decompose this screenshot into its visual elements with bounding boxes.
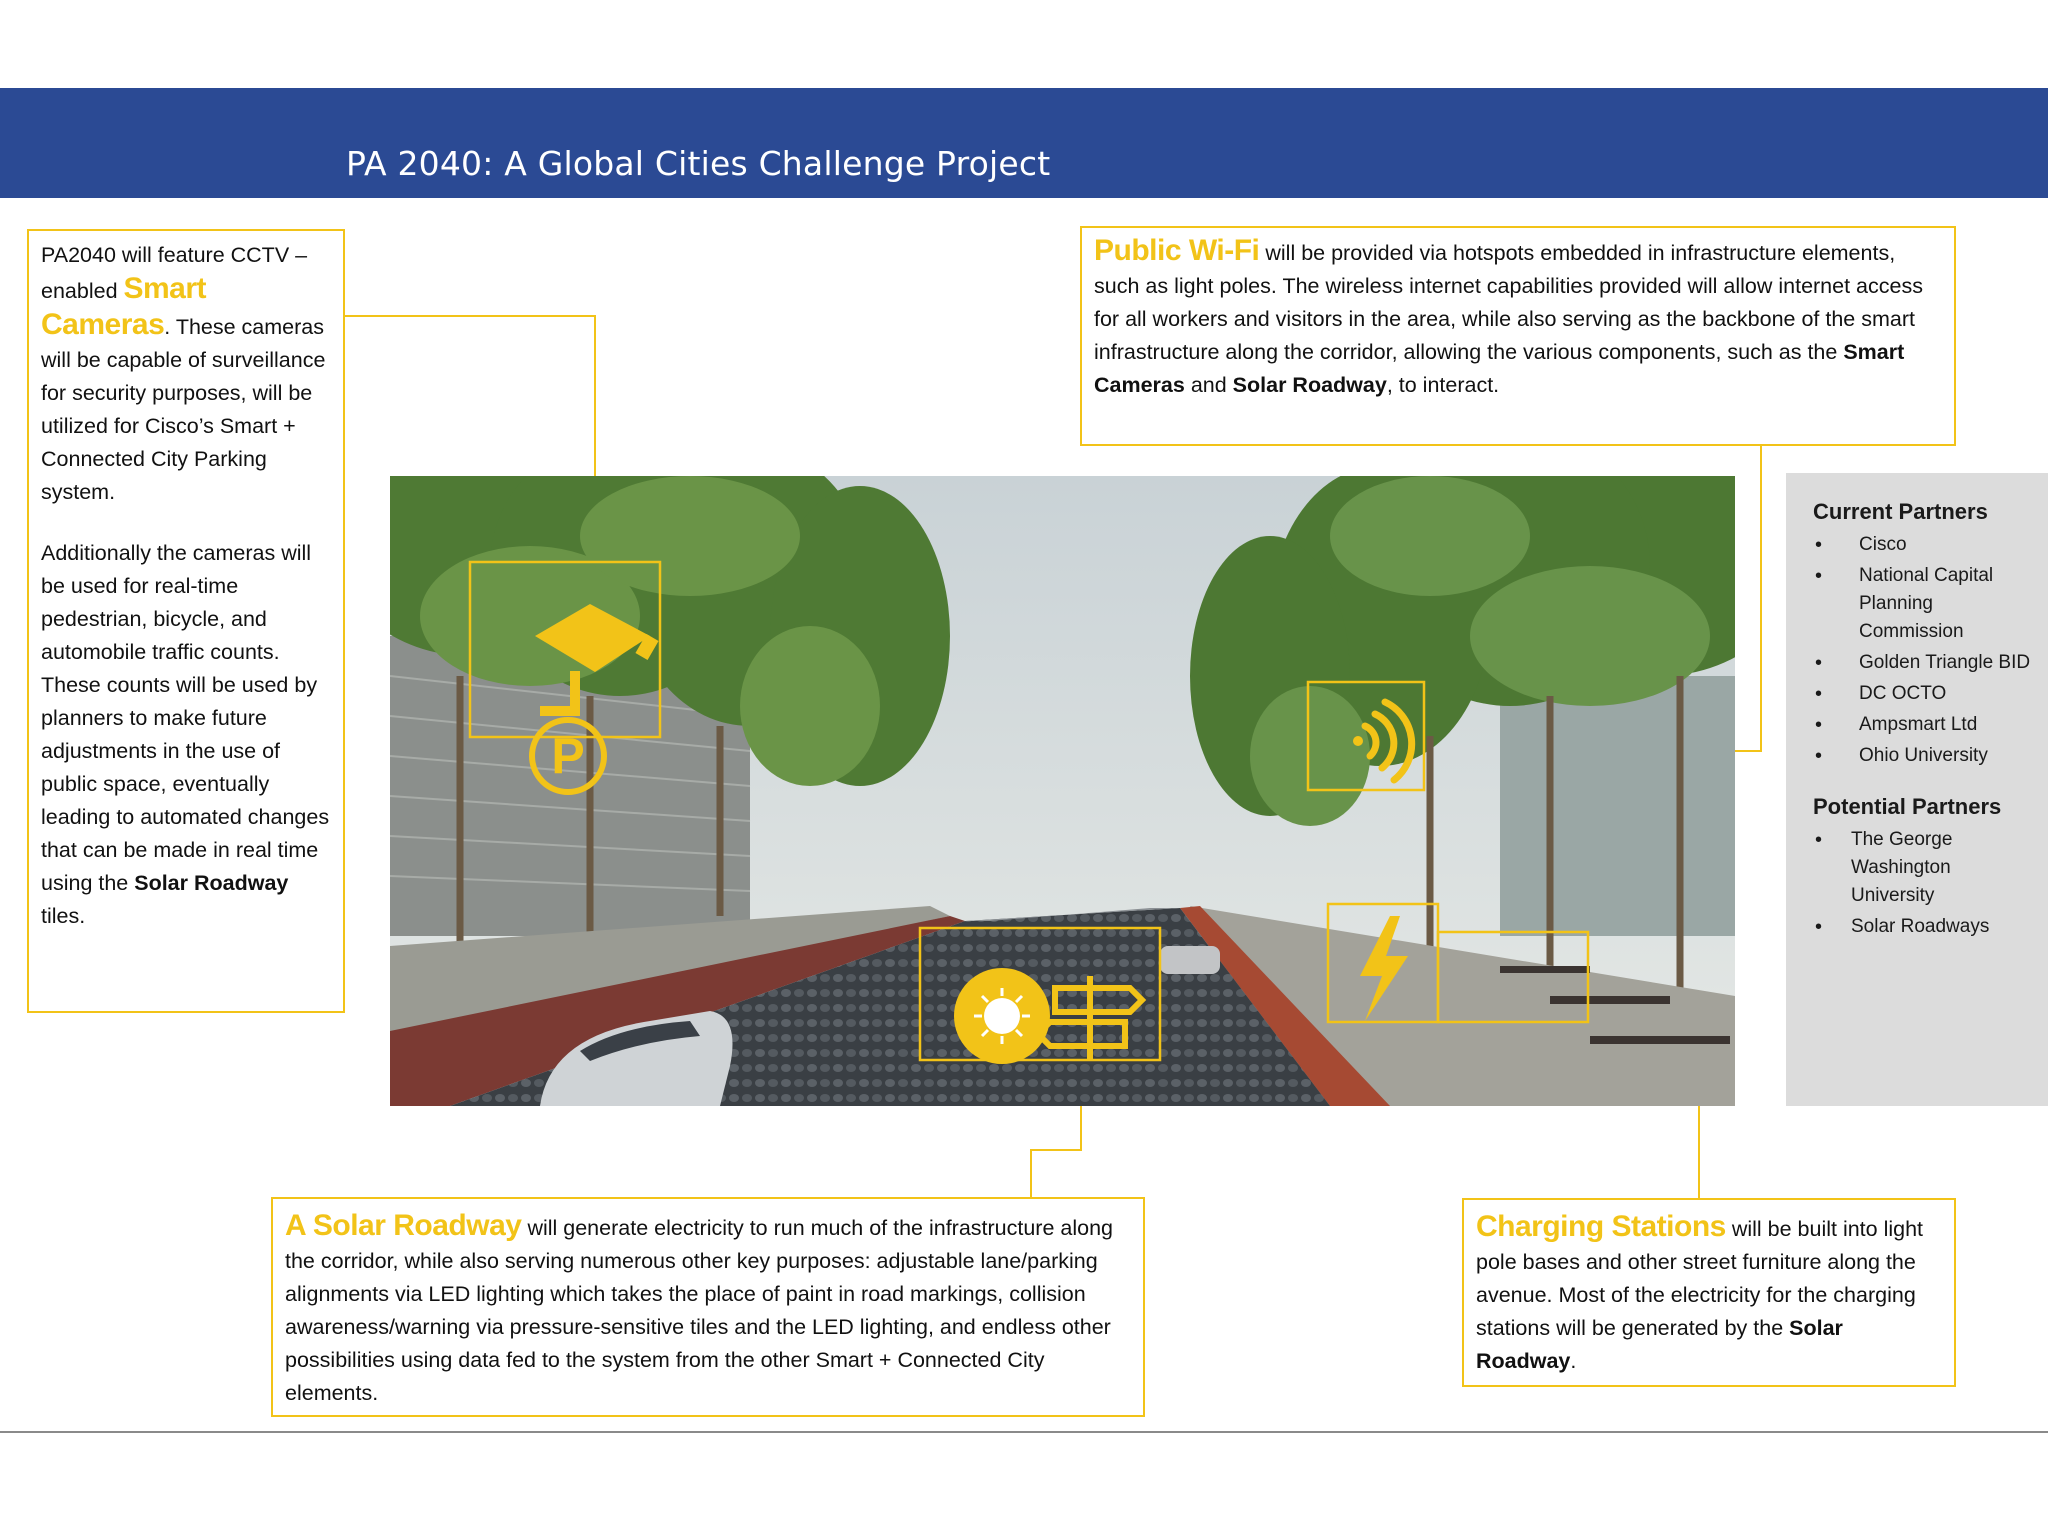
current-partners-list — [1813, 531, 2038, 770]
charging-body-text: will be built into light pole bases and other street furniture along the avenue. Most of the electricity for the charging stations will be generated by the — [1476, 1217, 1924, 1340]
page-title: PA 2040: A Global Cities Challenge Project — [346, 144, 1051, 183]
cameras-paragraph-1 — [41, 239, 333, 509]
cameras-post-text: tiles. — [41, 904, 86, 928]
sun-icon — [954, 968, 1050, 1064]
potential-partners-list — [1813, 826, 2038, 941]
solar-roadway-ref: Solar Roadway — [1232, 373, 1387, 397]
solar-roadway-callout — [271, 1197, 1145, 1417]
smart-cameras-ref: Smart Cameras — [1094, 340, 1905, 397]
list-item: • Ohio University — [1813, 742, 2038, 770]
solar-roadway-ref: Solar Roadway — [1476, 1316, 1843, 1373]
street-scene — [390, 476, 1735, 1106]
public-wifi-callout — [1080, 226, 1956, 446]
parking-letter: P — [551, 728, 585, 784]
street-rendering-image — [390, 476, 1735, 1106]
charging-stations-callout — [1462, 1198, 1956, 1387]
charging-paragraph — [1476, 1210, 1944, 1378]
wifi-post-text: , to interact. — [1386, 373, 1500, 397]
cameras-body-text: . These cameras will be capable of surveillance for security purposes, will be utilized for Cisco’s Smart + Connected City Parking system. — [41, 315, 326, 504]
solar-connector-v1 — [1080, 1106, 1082, 1151]
wifi-connector-v — [1760, 446, 1762, 752]
list-item: • The George Washington University — [1813, 826, 2038, 910]
cameras-para2-text: Additionally the cameras will be used for real-time pedestrian, bicycle, and automobile traffic counts. These counts will be used by planners to make future adjustments in the use of public space, eventually leading to automated changes that can be made in real time using the — [41, 541, 330, 895]
wifi-paragraph — [1094, 234, 1944, 402]
smart-cameras-callout — [27, 229, 345, 1013]
list-item: • Golden Triangle BID — [1813, 649, 2038, 677]
partners-sidebar — [1786, 473, 2048, 1106]
wifi-body-text: will be provided via hotspots embedded in infrastructure elements, such as light poles. The wireless internet capabilities provided will allow internet access for all workers and visitors in the area, while also serving as the backbone of the smart infrastructure along the corridor, allowing the various components, such as the — [1094, 241, 1923, 364]
charging-post-text: . — [1570, 1349, 1577, 1373]
solar-roadway-ref: Solar Roadway — [134, 871, 289, 895]
solar-paragraph — [285, 1209, 1133, 1410]
public-wifi-heading: Public Wi-Fi — [1094, 234, 1260, 267]
list-item: • Ampsmart Ltd — [1813, 711, 2038, 739]
list-item: • DC OCTO — [1813, 680, 2038, 708]
smart-cameras-heading: Smart Cameras — [41, 272, 207, 341]
potential-partners-title: Potential Partners — [1813, 794, 2002, 819]
charging-stations-heading: Charging Stations — [1476, 1210, 1726, 1243]
solar-connector-h — [1030, 1149, 1082, 1151]
charging-connector-v — [1698, 1100, 1700, 1198]
list-item: • Cisco — [1813, 531, 2038, 559]
current-partners-title: Current Partners — [1813, 499, 1988, 524]
list-item: • Solar Roadways — [1813, 913, 2038, 941]
cameras-paragraph-2 — [41, 537, 333, 933]
list-item: • National Capital Planning Commission — [1813, 562, 2038, 646]
camera-connector-h — [345, 315, 596, 317]
wifi-mid-text: and — [1184, 373, 1233, 397]
cameras-intro-text: PA2040 will feature CCTV –enabled — [41, 243, 308, 303]
solar-body-text: will generate electricity to run much of the infrastructure along the corridor, while also serving numerous other key purposes: adjustable lane/parking alignments via LED lighting which takes the place of paint in road markings, collision awareness/warning via pressure-sensitive tiles and the LED lighting, and endless other possibilities using data fed to the system from the other Smart + Connected City elements. — [285, 1216, 1114, 1405]
solar-connector-v2 — [1030, 1149, 1032, 1197]
solar-roadway-heading: A Solar Roadway — [285, 1209, 522, 1242]
header-bar — [0, 88, 2048, 198]
